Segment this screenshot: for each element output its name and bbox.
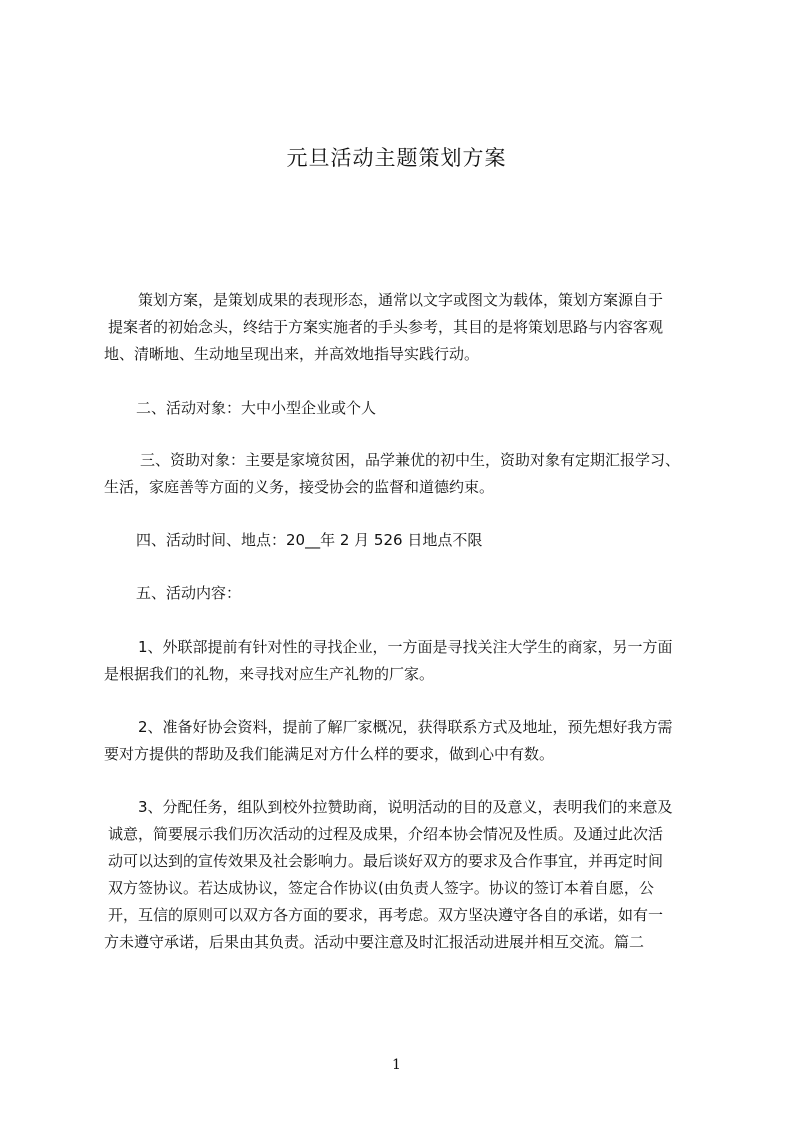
paragraph-line: 地、清晰地、生动地呈现出来，并高效地指导实践行动。 xyxy=(104,345,480,363)
paragraph-line: 要对方提供的帮助及我们能满足对方什么样的要求，做到心中有数。 xyxy=(104,745,555,763)
paragraph-line: 3、分配任务，组队到校外拉赞助商，说明活动的目的及意义，表明我们的来意及 xyxy=(138,798,673,816)
paragraph-line: 开，互信的原则可以双方各方面的要求，再考虑。双方坚决遵守各自的承诺，如有一 xyxy=(108,906,664,924)
paragraph-line: 2、准备好协会资料，提前了解厂家概况，获得联系方式及地址，预先想好我方需 xyxy=(138,718,673,736)
paragraph-line: 五、活动内容： xyxy=(136,584,242,602)
paragraph-line: 动可以达到的宣传效果及社会影响力。最后谈好双方的要求及合作事宜，并再定时间 xyxy=(108,852,664,870)
paragraph-intro xyxy=(104,287,663,368)
paragraph-line: 是根据我们的礼物，来寻找对应生产礼物的厂家。 xyxy=(104,665,435,683)
paragraph-item-1 xyxy=(104,634,673,688)
paragraph-line: 双方签协议。若达成协议，签定合作协议(由负责人签字。协议的签订本着自愿，公 xyxy=(108,879,654,897)
paragraph-line: 提案者的初始念头，终结于方案实施者的手头参考，其目的是将策划思路与内容客观 xyxy=(108,318,664,336)
paragraph-item-2 xyxy=(104,714,673,768)
paragraph-activity-content-heading xyxy=(136,580,241,607)
paragraph-line: 策划方案，是策划成果的表现形态，通常以文字或图文为载体，策划方案源自于 xyxy=(138,291,664,309)
paragraph-line: 四、活动时间、地点：20__年 2 月 526 日地点不限 xyxy=(136,531,483,549)
paragraph-activity-target xyxy=(136,395,376,422)
paragraph-line: 三、资助对象：主要是家境贫困，品学兼优的初中生，资助对象有定期汇报学习、 xyxy=(140,451,681,469)
page-number: 1 xyxy=(392,1057,401,1073)
paragraph-item-3 xyxy=(104,794,673,956)
paragraph-line: 方未遵守承诺，后果由其负责。活动中要注意及时汇报活动进展并相互交流。篇二 xyxy=(104,933,645,951)
paragraph-time-place xyxy=(136,527,482,554)
paragraph-sponsor-target xyxy=(104,447,680,501)
paragraph-line: 诚意，简要展示我们历次活动的过程及成果，介绍本协会情况及性质。及通过此次活 xyxy=(108,825,664,843)
document-title: 元旦活动主题策划方案 xyxy=(286,146,507,170)
paragraph-line: 生活，家庭善等方面的义务，接受协会的监督和道德约束。 xyxy=(104,478,495,496)
paragraph-line: 二、活动对象：大中小型企业或个人 xyxy=(136,399,377,417)
paragraph-line: 1、外联部提前有针对性的寻找企业，一方面是寻找关注大学生的商家，另一方面 xyxy=(138,638,673,656)
